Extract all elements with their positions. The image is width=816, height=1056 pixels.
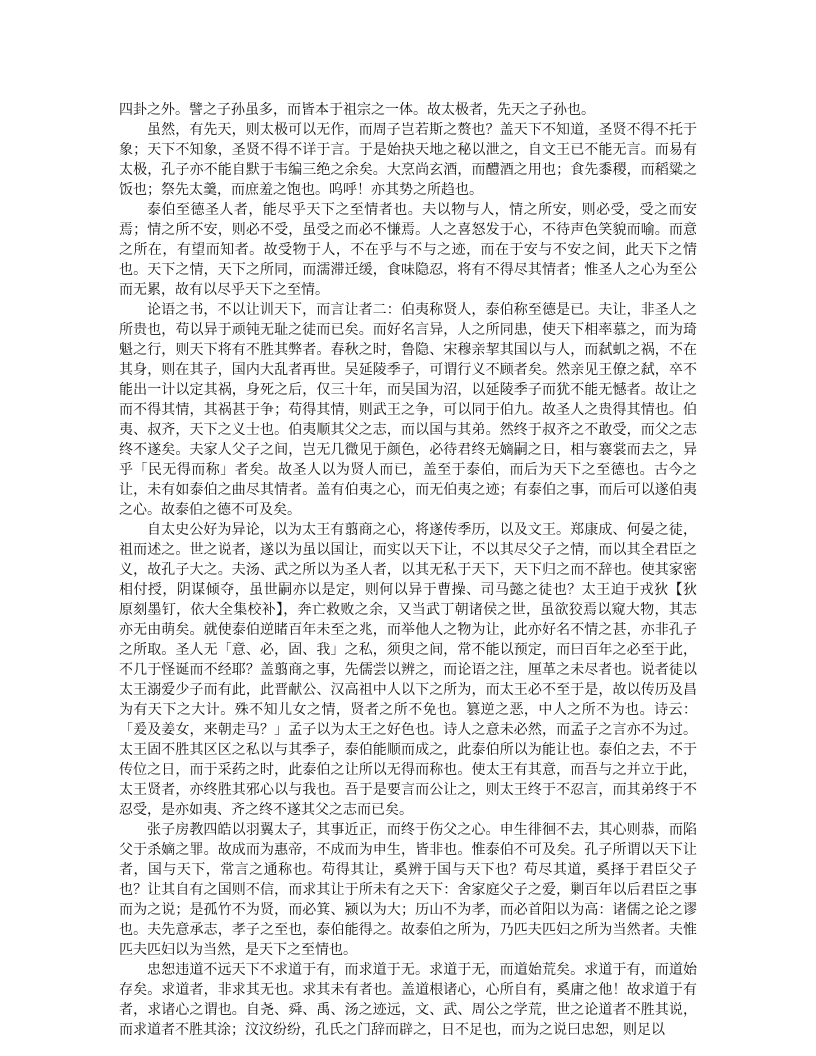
paragraph: 自太史公好为异论，以为太王有翦商之心，将遂传季历，以及文王。郑康成、何晏之徒，祖而述之。世之说者，遂以为虽以国让，而实以天下让，不以其尽父子之情，而以其全君臣之义，故孔子大之。夫汤、武之所以为圣人者，以其无私于天下，天下归之而不辞也。使其家密相付授，阴谋倾夺，虽世嗣亦以是定，则何以异于曹操、司马懿之徒也？太王迫于戎狄【狄 原刻墨钉，依大全集校补】，奔亡救败之余，又当武丁朝诸侯之世，虽欲狡焉以窥大物，其志亦无由萌矣。就使泰伯逆睹百年未至之兆，而举他人之物为让，此亦好名不情之甚，亦非孔子之所取。圣人无「意、必，固、我」之私，须臾之间，常不能以预定，而曰百年之必至于此，不几于怪诞而不经耶？盖翦商之事，先儒尝以辨之，而论语之注，厘革之未尽者也。说者徒以太王溺爱少子而有此，此晋献公、汉高祖中人以下之所为，而太王必不至于是，故以传历及昌为有天下之大计。殊不知儿女之情，贤者之所不免也。篡逆之恶，中人之所不为也。诗云：「爰及姜女，来朝走马？」孟子以为太王之好色也。诗人之意未必然，而孟子之言亦不为过。太王固不胜其区区之私以与其季子，泰伯能顺而成之，此泰伯所以为能让也。泰伯之去，不于传位之日，而于采药之时，此泰伯之让所以无得而称也。使太王有其意，而吾与之并立于此，太王贤者，亦终胜其邪心以与我也。吾于是要言而公让之，则太王终于不忍言，而其弟终于不忍受，是亦如夷、齐之终不遂其父之志而已矣。 [119,522,711,818]
paragraph: 虽然，有先天，则太极可以无作，而周子岂若斯之赘也？盖天下不知道，圣贤不得不托于象；天下不知象，圣贤不得不详于言。于是始抉天地之秘以泄之，自文王已不能无言。而易有太极，孔子亦不能自默于韦编三绝之余矣。大烹尚玄酒，而醴酒之用也；食先黍稷，而稻粱之饭也；祭先太羹，而庶羞之饱也。呜呼！亦其势之所趋也。 [119,122,697,198]
paragraph: 论语之书，不以让训天下，而言让者二：伯夷称贤人，泰伯称至德是已。夫让，非圣人之所贵也，苟以异于顽钝无耻之徒而已矣。而好名言异，人之所同患，使天下相率慕之，而为琦魁之行，则天下将有不胜其弊者。春秋之时，鲁隐、宋穆亲挈其国以与人，而弑虮之祸，不在其身，则在其子，国内大乱者再世。吴延陵季子，可谓行义不顾者矣。然亲见王僚之弑，卒不能出一计以定其祸，身死之后，仅三十年，而吴国为沼，以延陵季子而犹不能无憾者。故让之而不得其情，其祸甚于争；苟得其情，则武王之争，可以同于伯九。故圣人之贵得其情也。伯夷、叔齐，天下之义士也。伯夷顺其父之志，而以国与其弟。然终于叔齐之不敢受，而父之志终不遂矣。夫家人父子之间，岂无几微见于颜色，必待君终无嫡嗣之日，相与褰裳而去之，异乎「民无得而称」者矣。故圣人以为贤人而已，盖至于泰伯，而后为天下之至德也。古今之让，未有如泰伯之曲尽其情者。盖有伯夷之心，而无伯夷之迹；有泰伯之事，而后可以遂伯夷之心。故泰伯之德不可及矣。 [119,302,697,518]
paragraph: 四卦之外。譬之子孙虽多，而皆本于祖宗之一体。故太极者，先天之子孙也。 [119,102,595,118]
paragraph: 张子房教四皓以羽翼太子，其事近正，而终于伤父之心。申生徘徊不去，其心则恭，而陷父于杀嫡之罪。故成而为惠帝，不成而为申生，皆非也。惟泰伯不可及矣。孔子所谓以天下让者，国与天下，常言之通称也。苟得其让，奚辨于国与天下也？苟尽其道，奚择于君臣父子也？让其自有之国则不信，而求其让于所未有之天下：舍家庭父子之爱，剿百年以后君臣之事而为之说；是孤竹不为贤，而必箕、颍以为大；历山不为孝，而必首阳以为高：诸儒之论之谬也。夫先意承志，孝子之至也，泰伯能得之。故泰伯之所为，乃匹夫匹妇之所为当然者。夫惟匹夫匹妇以为当然，是天下之至情也。 [119,822,697,958]
paragraph: 忠恕违道不远天下不求道于有，而求道于无。求道于无，而道始荒矣。求道于有，而道始存矣。求道者，非求其无也。求其未有者也。盖道根诸心，心所自有，奚庸之他！故求道于有者，求诸心之谓也。自尧、舜、禹、汤之迹远，文、武、周公之学荒，世之论道者不胜其说，而求道者不胜其涂；汶汶纷纷，孔氏之门辞而辟之，日不足也，而为之说曰忠恕，则足以 [119,962,697,1038]
document-body [119,100,711,1040]
paragraph: 泰伯至德圣人者，能尽乎天下之至情者也。夫以物与人，情之所安，则必受，受之而安焉；情之所不安，则必不受，虽受之而必不慊焉。人之喜怒发于心，不待声色笑貌而喻。而意之所在，有望而知者。故受物于人，不在乎与不与之迹，而在于安与不安之间，此天下之情也。天下之情，天下之所同，而濡滞迁缓，食味隐忍，将有不得尽其情者；惟圣人之心为至公而无累，故有以尽乎天下之至情。 [119,202,697,298]
